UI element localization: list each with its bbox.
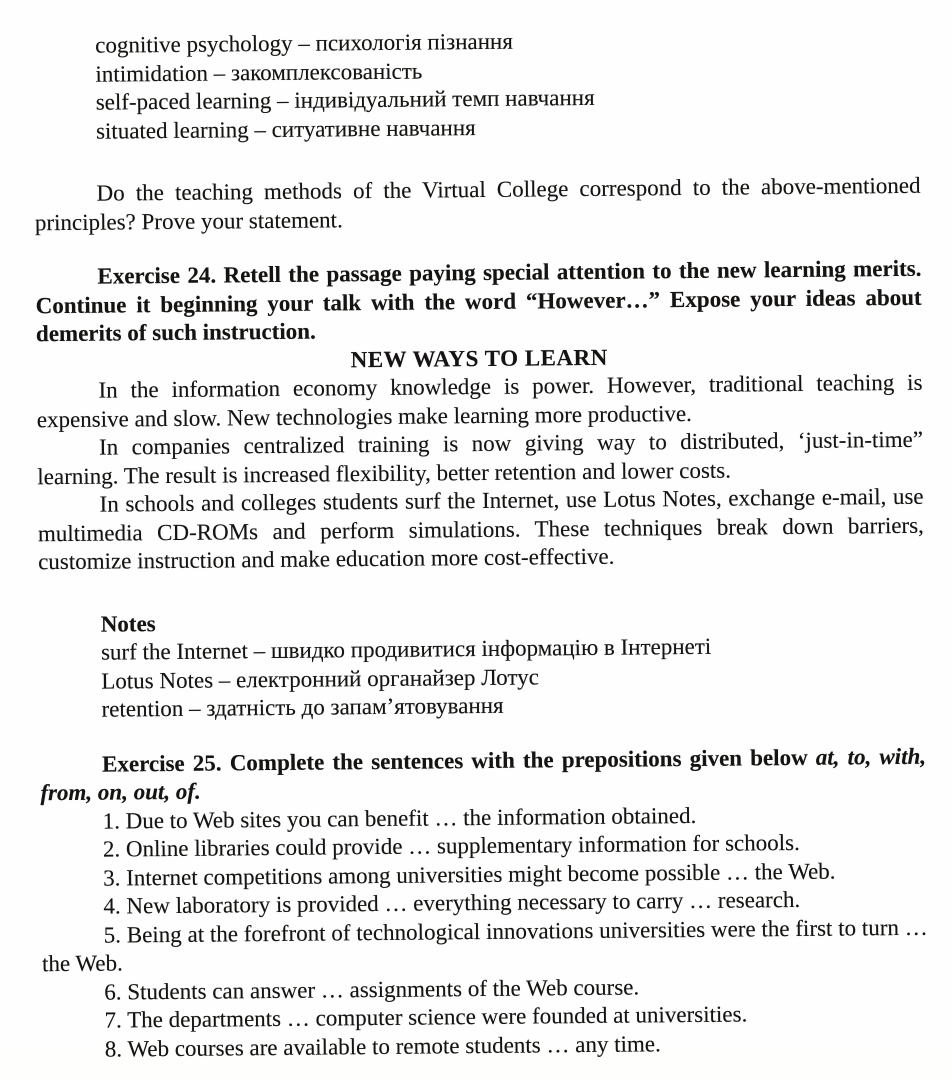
notes-heading: Notes xyxy=(100,610,156,637)
task-paragraph: Do the teaching methods of the Virtual College correspond to the above-mentioned principles? Prove your statement. xyxy=(34,172,921,235)
item-text: Online libraries could provide … supplementary information for schools. xyxy=(125,829,800,862)
reading-paragraph: In the information economy knowledge is power. However, traditional teaching is expensive and slow. New technologies make learning more productive. xyxy=(36,369,923,432)
reading-paragraph: In schools and colleges students surf the Internet, use Lotus Notes, exchange e-mail, use multimedia CD-ROMs and perform simulations. These techniques break down barriers, customize instruction and make education more cost-effective. xyxy=(37,483,924,575)
item-text: Being at the forefront of technological innovations universities were the first to turn … the Web. xyxy=(41,914,928,977)
vocab-line: situated learning – ситуативне навчання xyxy=(95,114,476,144)
item-number: 2. xyxy=(102,836,121,862)
item-text: Web courses are available to remote students … any time. xyxy=(127,1030,661,1061)
item-number: 3. xyxy=(103,864,121,891)
item-number: 4. xyxy=(103,893,121,919)
reading-paragraph: In companies centralized training is now giving way to distributed, ‘just-in-time” learning. The result is increased flexibility, better retention and lower costs. xyxy=(37,426,924,489)
item-number: 5. xyxy=(103,921,122,948)
exercise-25-prepositions: at, to, with, from, on, out, of. xyxy=(40,743,927,806)
item-number: 6. xyxy=(104,978,122,1005)
item-number: 1. xyxy=(102,807,121,834)
note-line: Lotus Notes – електронний органайзер Лотус xyxy=(101,663,539,694)
note-line: surf the Internet – швидко продивитися інформацію в Інтернеті xyxy=(100,633,712,665)
item-text: Internet competitions among universities might become possible … the Web. xyxy=(126,858,836,890)
page-content xyxy=(33,24,929,1064)
item-number: 8. xyxy=(104,1035,123,1062)
item-text: Due to Web sites you can benefit … the information obtained. xyxy=(125,802,697,833)
exercise-25-items xyxy=(41,799,929,1064)
notes-section xyxy=(101,602,926,724)
reading-title: NEW WAYS TO LEARN xyxy=(350,344,608,372)
exercise-24-heading: Exercise 24. Retell the passage paying special attention to the new learning merits. Continue it beginning your talk with the word “However…” Expose your ideas about demerits of such instruction. xyxy=(35,255,922,347)
vocabulary-list xyxy=(95,24,920,146)
item-number: 7. xyxy=(104,1007,122,1033)
vocab-line: self-paced learning – індивідуальний темп навчання xyxy=(95,84,595,115)
item-text: Students can answer … assignments of the Web course. xyxy=(127,974,640,1004)
exercise-25-heading-main: Exercise 25. Complete the sentences with the prepositions given below xyxy=(101,744,816,777)
vocab-line: intimidation – закомплексованість xyxy=(95,58,423,87)
list-item xyxy=(42,913,929,979)
exercise-25-heading xyxy=(40,742,927,808)
item-text: The departments … computer science were founded at universities. xyxy=(127,1001,748,1033)
note-line: retention – здатність до запам’ятовування xyxy=(101,692,504,722)
item-text: New laboratory is provided … everything necessary to carry … research. xyxy=(126,886,801,919)
vocab-line: cognitive psychology – психологія пізнання xyxy=(95,28,513,58)
